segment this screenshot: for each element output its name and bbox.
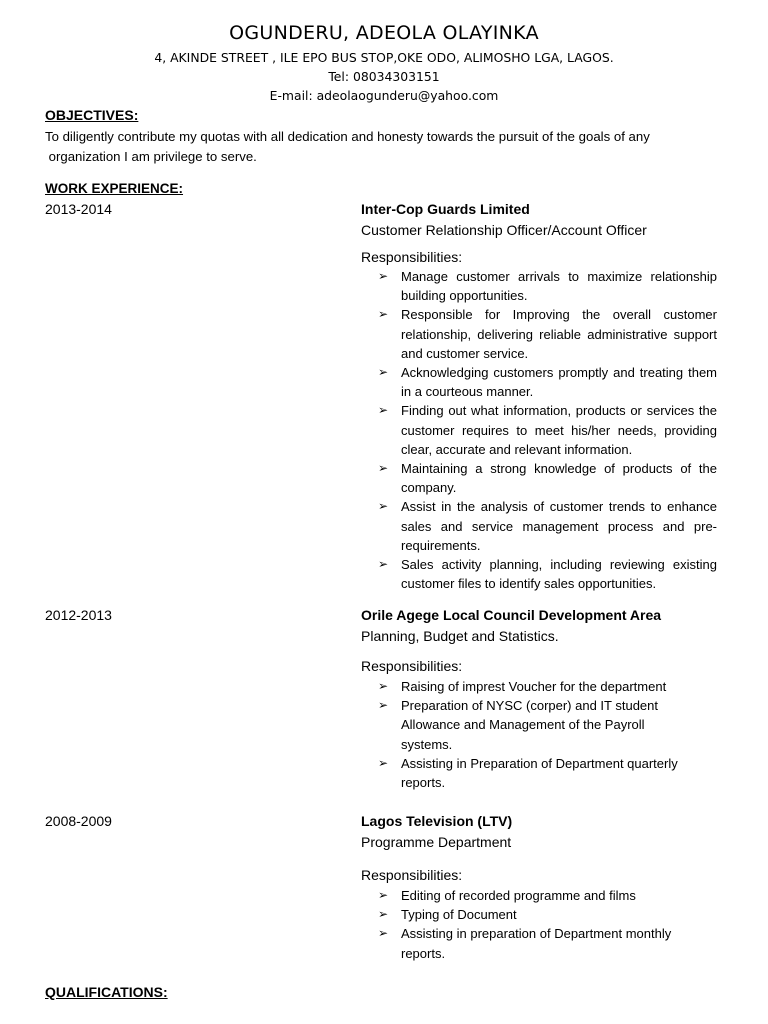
responsibilities-label: Responsibilities:: [361, 867, 463, 883]
job-employer: Lagos Television (LTV): [361, 813, 513, 829]
responsibility-text: Sales activity planning, including reviewing existing customer files to identify sales opportunities.: [401, 557, 717, 592]
arrowhead-bullet-icon: ➢: [378, 698, 389, 713]
arrowhead-bullet-icon: ➢: [378, 499, 389, 514]
objective-line-2: organization I am privilege to serve.: [45, 148, 257, 164]
job-employer: Orile Agege Local Council Development Area: [361, 607, 662, 623]
responsibility-text: Assisting in preparation of Department monthly reports.: [401, 926, 672, 961]
job-role: Programme Department: [361, 834, 512, 850]
arrowhead-bullet-icon: ➢: [378, 888, 389, 902]
responsibilities-list: [378, 267, 717, 593]
arrowhead-bullet-icon: ➢: [378, 907, 389, 922]
arrowhead-bullet-icon: ➢: [378, 557, 389, 572]
arrowhead-bullet-icon: ➢: [378, 679, 389, 693]
responsibility-text: Raising of imprest Voucher for the department: [401, 679, 667, 694]
arrowhead-bullet-icon: ➢: [378, 269, 389, 283]
responsibility-text: Maintaining a strong knowledge of products of the company.: [401, 461, 717, 496]
responsibilities-label: Responsibilities:: [361, 249, 463, 265]
work-experience-heading: WORK EXPERIENCE:: [45, 181, 184, 196]
arrowhead-bullet-icon: ➢: [378, 307, 389, 322]
responsibility-item: [378, 267, 717, 305]
responsibility-text: Finding out what information, products or services the customer requires to meet his/her needs, providing clear, accurate and relevant information.: [401, 403, 717, 457]
job-employer: Inter-Cop Guards Limited: [361, 201, 530, 217]
arrowhead-bullet-icon: ➢: [378, 926, 389, 941]
job-years: 2008-2009: [45, 813, 112, 829]
applicant-name: OGUNDERU, ADEOLA OLAYINKA: [229, 22, 539, 44]
responsibility-item: [378, 363, 717, 401]
responsibility-item: [378, 924, 708, 962]
responsibility-item: [378, 677, 698, 696]
responsibility-item: [378, 905, 708, 924]
responsibility-item: [378, 305, 717, 363]
responsibility-text: Assist in the analysis of customer trends to enhance sales and service management process and pre-requirements.: [401, 499, 717, 553]
qualifications-heading: QUALIFICATIONS:: [45, 984, 168, 1000]
job-years: 2012-2013: [45, 607, 112, 623]
responsibility-item: [378, 401, 717, 459]
responsibility-text: Preparation of NYSC (corper) and IT student Allowance and Management of the Payroll systems.: [401, 698, 658, 752]
address-line: 4, AKINDE STREET , ILE EPO BUS STOP,OKE ODO, ALIMOSHO LGA, LAGOS.: [154, 50, 614, 65]
arrowhead-bullet-icon: ➢: [378, 365, 389, 380]
responsibility-item: [378, 497, 717, 555]
objective-text: [45, 127, 725, 166]
arrowhead-bullet-icon: ➢: [378, 755, 389, 770]
responsibility-item: [378, 886, 708, 905]
responsibility-item: [378, 555, 717, 593]
responsibility-text: Acknowledging customers promptly and treating them in a courteous manner.: [401, 365, 717, 400]
responsibility-text: Manage customer arrivals to maximize relationship building opportunities.: [401, 269, 717, 304]
objective-line-1: To diligently contribute my quotas with all dedication and honesty towards the pursuit of the goals of any: [45, 129, 650, 144]
responsibilities-label: Responsibilities:: [361, 658, 463, 674]
responsibility-text: Typing of Document: [401, 907, 517, 923]
telephone-line: Tel: 08034303151: [328, 69, 440, 84]
arrowhead-bullet-icon: ➢: [378, 461, 389, 476]
job-years: 2013-2014: [45, 201, 112, 217]
job-role: Customer Relationship Officer/Account Officer: [361, 222, 647, 238]
responsibility-item: [378, 754, 698, 792]
job-role: Planning, Budget and Statistics.: [361, 628, 559, 644]
responsibility-item: [378, 696, 698, 754]
responsibility-item: [378, 459, 717, 497]
objectives-heading: OBJECTIVES:: [45, 107, 139, 123]
responsibility-text: Responsible for Improving the overall customer relationship, delivering reliable administrative support and customer service.: [401, 307, 717, 361]
responsibilities-list: [378, 886, 708, 963]
responsibility-text: Editing of recorded programme and films: [401, 888, 636, 903]
responsibilities-list: [378, 677, 698, 792]
arrowhead-bullet-icon: ➢: [378, 403, 389, 418]
email-line: E-mail: adeolaogunderu@yahoo.com: [269, 88, 499, 103]
responsibility-text: Assisting in Preparation of Department quarterly reports.: [401, 755, 678, 791]
